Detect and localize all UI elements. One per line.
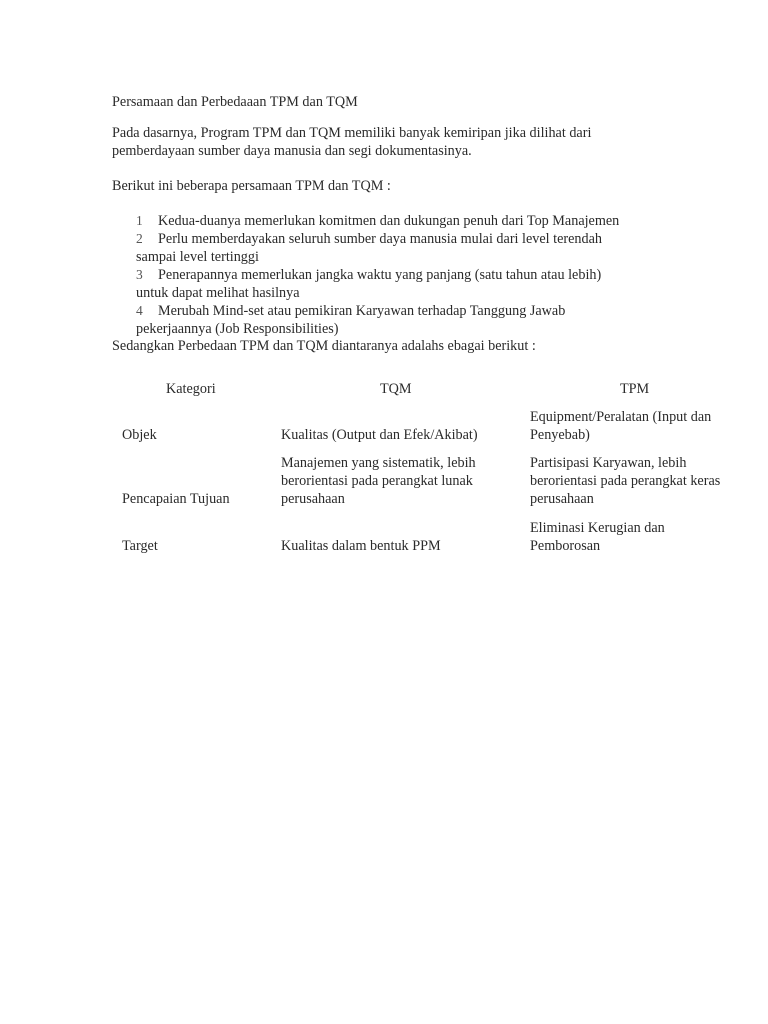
table-cell-tpm <box>530 519 665 555</box>
cell-line: perusahaan <box>530 491 594 507</box>
list-number: 4 <box>136 303 143 318</box>
document-title: Persamaan dan Perbedaaan TPM dan TQM <box>112 94 358 110</box>
paragraph-line: pemberdayaan sumber daya manusia dan segi dokumentasinya. <box>112 143 472 159</box>
table-header-tqm: TQM <box>380 381 412 397</box>
list-item-continuation: sampai level tertinggi <box>136 249 259 265</box>
table-cell-category: Objek <box>122 427 157 443</box>
intro-paragraph <box>112 124 672 160</box>
table-cell-tqm <box>281 426 478 444</box>
table-header-tpm: TPM <box>620 381 650 397</box>
list-item-text: Merubah Mind-set atau pemikiran Karyawan terhadap Tanggung Jawab <box>158 303 566 319</box>
cell-line: Eliminasi Kerugian dan <box>530 520 665 536</box>
cell-line: Kualitas (Output dan Efek/Akibat) <box>281 427 478 443</box>
list-item <box>136 266 696 302</box>
paragraph-line: Pada dasarnya, Program TPM dan TQM memiliki banyak kemiripan jika dilihat dari <box>112 125 592 141</box>
list-item-text: Kedua-duanya memerlukan komitmen dan dukungan penuh dari Top Manajemen <box>158 213 620 229</box>
table-cell-category: Target <box>122 538 158 554</box>
similarities-list <box>136 212 696 338</box>
list-item-text: Perlu memberdayakan seluruh sumber daya manusia mulai dari level terendah <box>158 231 602 247</box>
list-item-continuation: untuk dapat melihat hasilnya <box>136 285 300 301</box>
similarities-intro: Berikut ini beberapa persamaan TPM dan TQM : <box>112 178 391 194</box>
list-item <box>136 302 696 338</box>
cell-line: perusahaan <box>281 491 345 507</box>
table-cell-tpm <box>530 454 720 508</box>
table-cell-tpm <box>530 408 711 444</box>
table-header-kategori: Kategori <box>166 381 216 397</box>
cell-line: Partisipasi Karyawan, lebih <box>530 455 687 471</box>
list-number: 1 <box>136 213 143 228</box>
cell-line: berorientasi pada perangkat keras <box>530 473 721 489</box>
cell-line: Equipment/Peralatan (Input dan <box>530 409 712 425</box>
cell-line: Manajemen yang sistematik, lebih <box>281 455 476 471</box>
table-cell-category: Pencapaian Tujuan <box>122 491 230 507</box>
list-item-text: Penerapannya memerlukan jangka waktu yang panjang (satu tahun atau lebih) <box>158 267 602 283</box>
cell-line: berorientasi pada perangkat lunak <box>281 473 473 489</box>
cell-line: Kualitas dalam bentuk PPM <box>281 538 441 554</box>
list-number: 2 <box>136 231 143 246</box>
list-item-continuation: pekerjaannya (Job Responsibilities) <box>136 321 339 337</box>
table-cell-tqm <box>281 454 476 508</box>
list-number: 3 <box>136 267 143 282</box>
cell-line: Pemborosan <box>530 538 601 554</box>
differences-intro: Sedangkan Perbedaan TPM dan TQM diantaranya adalahs ebagai berikut : <box>112 338 536 354</box>
table-cell-tqm <box>281 537 441 555</box>
list-item <box>136 230 696 266</box>
list-item <box>136 212 696 230</box>
cell-line: Penyebab) <box>530 427 590 443</box>
